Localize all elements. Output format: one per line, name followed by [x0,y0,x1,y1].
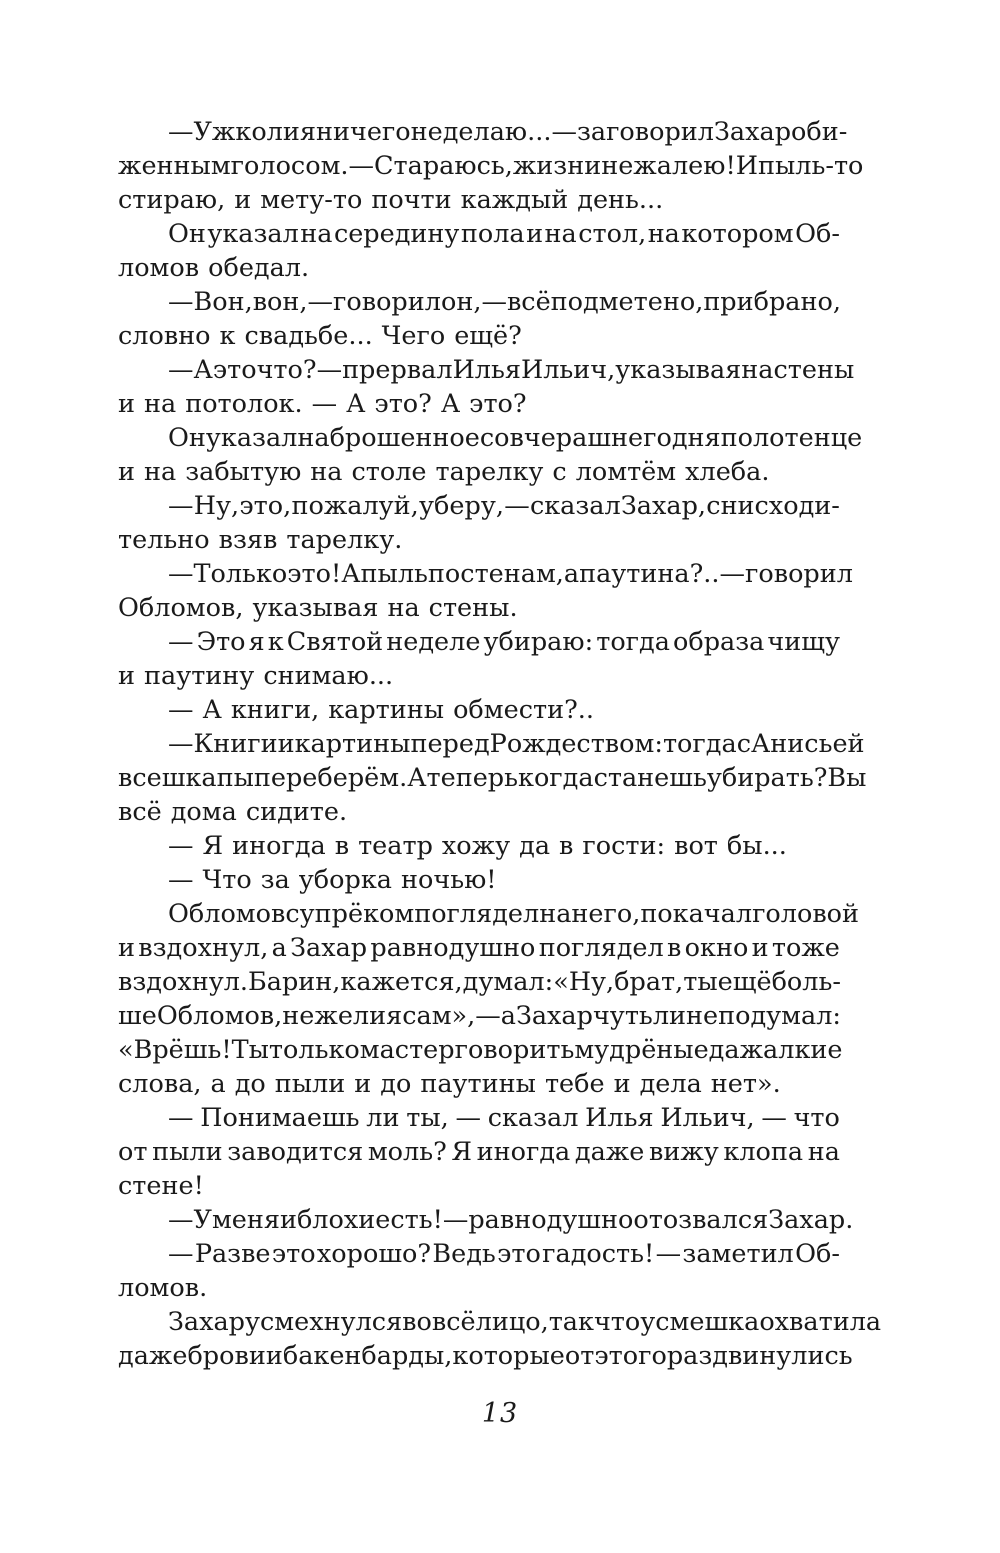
text-line: ше Обломов, нежели я сам», — а Захар чуть ли не подумал: [118,1001,841,1031]
text-line: — А книги, картины обмести?.. [168,695,594,725]
text-line: слова, а до пыли и до паутины тебе и дела нет». [118,1069,781,1099]
text-line: — Книги и картины перед Рождеством: тогда с Анисьей [168,729,865,759]
text-line: стене! [118,1171,204,1201]
text-line: и паутину снимаю... [118,661,394,691]
text-line: Обломов, указывая на стены. [118,593,518,623]
text-line: — Я иногда в театр хожу да в гости: вот бы... [168,831,787,861]
text-line: — Разве это хорошо? Ведь это гадость! — заметил Об- [168,1239,840,1269]
text-line: тельно взяв тарелку. [118,525,403,555]
text-line: Он указал на середину пола и на стол, на котором Об- [168,219,840,249]
text-line: — Это я к Святой неделе убираю: тогда образа чищу [168,627,840,657]
text-line: — Ну, это, пожалуй, уберу, — сказал Захар, снисходи- [168,491,840,521]
text-line: Он указал на брошенное со вчерашнего дня полотенце [168,423,863,453]
text-line: вздохнул. Барин, кажется, думал: «Ну, брат, ты ещё боль- [118,967,841,997]
text-line: даже брови и бакенбарды, которые от этого раздвинулись [118,1341,853,1371]
text-line: ломов обедал. [118,253,310,283]
text-line: — Что за уборка ночью! [168,865,497,895]
text-line: всё дома сидите. [118,797,348,827]
text-line: и на потолок. — А это? А это? [118,389,527,419]
text-line: — Уж коли я ничего не делаю... — заговорил Захар оби- [168,117,848,147]
page-number: 13 [481,1398,519,1429]
text-line: Обломов с упрёком поглядел на него, покачал головой [168,899,860,929]
text-line: и на забытую на столе тарелку с ломтём хлеба. [118,457,770,487]
text-line: — Понимаешь ли ты, — сказал Илья Ильич, — что [168,1103,840,1133]
text-line: — Вон, вон, — говорил он, — всё подметено, прибрано, [168,287,841,317]
text-line: женным голосом. — Стараюсь, жизни не жалею! И пыль-то [118,151,864,181]
text-line: — А это что? — прервал Илья Ильич, указывая на стены [168,355,855,385]
text-line: «Врёшь! Ты только мастер говорить мудрёные да жалкие [118,1035,843,1065]
body-text [118,115,882,1373]
text-line: стираю, и мету-то почти каждый день... [118,185,664,215]
text-line: и вздохнул, а Захар равнодушно поглядел в окно и тоже [118,933,840,963]
text-line: — Только это! А пыль по стенам, а паутина?.. — говорил [168,559,853,589]
text-line: словно к свадьбе... Чего ещё? [118,321,522,351]
text-line: все шкапы переберём. А теперь когда станешь убирать? Вы [118,763,867,793]
text-line: Захар усмехнулся во всё лицо, так что усмешка охватила [168,1307,882,1337]
text-line: ломов. [118,1273,208,1303]
text-line: от пыли заводится моль? Я иногда даже вижу клопа на [118,1137,840,1167]
text-line: — У меня и блохи есть! — равнодушно отозвался Захар. [168,1205,854,1235]
